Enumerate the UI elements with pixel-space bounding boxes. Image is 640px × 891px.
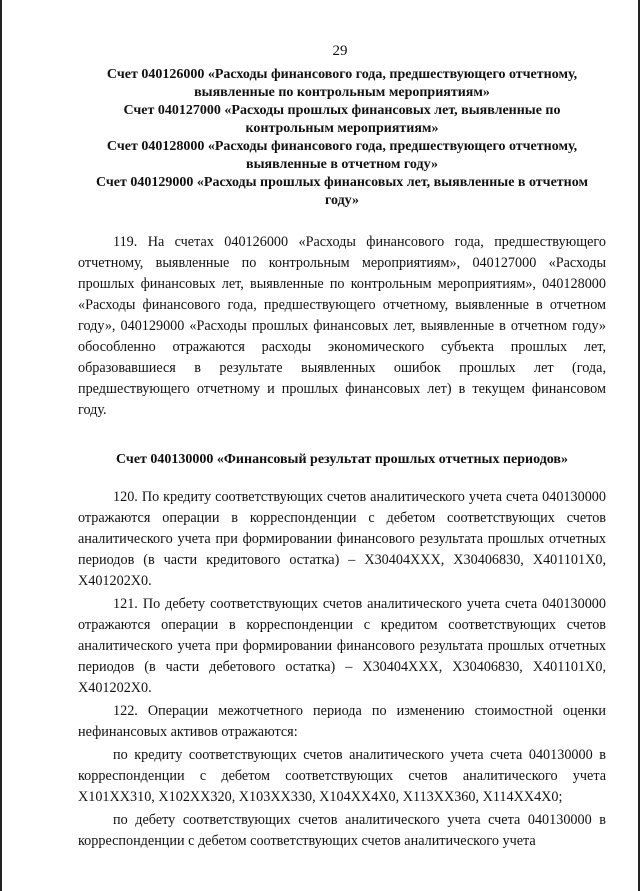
- account-headings: [78, 66, 606, 210]
- section-title-040130000: Счет 040130000 «Финансовый результат прошлых отчетных периодов»: [116, 452, 568, 467]
- paragraph-122: 122. Операции межотчетного периода по изменению стоимостной оценки нефинансовых активов отражаются:: [78, 703, 606, 740]
- page-number: 29: [332, 43, 348, 59]
- heading-040127000: Счет 040127000 «Расходы прошлых финансовых лет, выявленные по контрольным мероприятиям»: [123, 103, 561, 136]
- paragraph-121: 121. По дебету соответствующих счетов аналитического учета счета 040130000 отражаются операции в корреспонденции с кредитом соответствующих счетов аналитического учета при формировании финансового результата прошлых отчетных периодов (в части дебетового остатка) – Х30404ХХХ, Х30406830, Х401101Х0, Х401202Х0.: [78, 596, 606, 696]
- paragraph-120: 120. По кредиту соответствующих счетов аналитического учета счета 040130000 отражаются операции в корреспонденции с дебетом соответствующих счетов аналитического учета при формировании финансового результата прошлых отчетных периодов (в части кредитового остатка) – Х30404ХХХ, Х30406830, Х401101Х0, Х401202Х0.: [78, 489, 606, 589]
- heading-040129000: Счет 040129000 «Расходы прошлых финансовых лет, выявленные в отчетном году»: [95, 175, 589, 208]
- heading-040126000: Счет 040126000 «Расходы финансового года, предшествующего отчетному, выявленные по контрольным мероприятиям»: [106, 67, 578, 100]
- paragraph-122-debit: по дебету соответствующих счетов аналитического учета счета 040130000 в корреспонденции с дебетом соответствующих счетов аналитического учета: [78, 812, 606, 849]
- paragraph-122-credit: по кредиту соответствующих счетов аналитического учета счета 040130000 в корреспонденции с дебетом соответствующих счетов аналитического учета Х101ХХ310, Х102ХХ320, Х103ХХ330, Х104ХХ4Х0, Х113ХХ360, Х114ХХ4Х0;: [78, 747, 606, 805]
- scan-edge-left: [0, 0, 2, 891]
- heading-040128000: Счет 040128000 «Расходы финансового года, предшествующего отчетному, выявленные в отчетном году»: [106, 139, 578, 172]
- paragraph-119: 119. На счетах 040126000 «Расходы финансового года, предшествующего отчетному, выявленные по контрольным мероприятиям», 040127000 «Расходы прошлых финансовых лет, выявленные по контрольным мероприятиям», 040128000 «Расходы финансового года, предшествующего отчетному, выявленные в отчетном году», 040129000 «Расходы прошлых финансовых лет, выявленные в отчетном году» обособленно отражаются расходы экономического субъекта прошлых лет, образовавшиеся в результате выявленных ошибок прошлых лет (года, предшествующего отчетному и прошлых финансовых лет) в текущем финансовом году.: [78, 234, 606, 418]
